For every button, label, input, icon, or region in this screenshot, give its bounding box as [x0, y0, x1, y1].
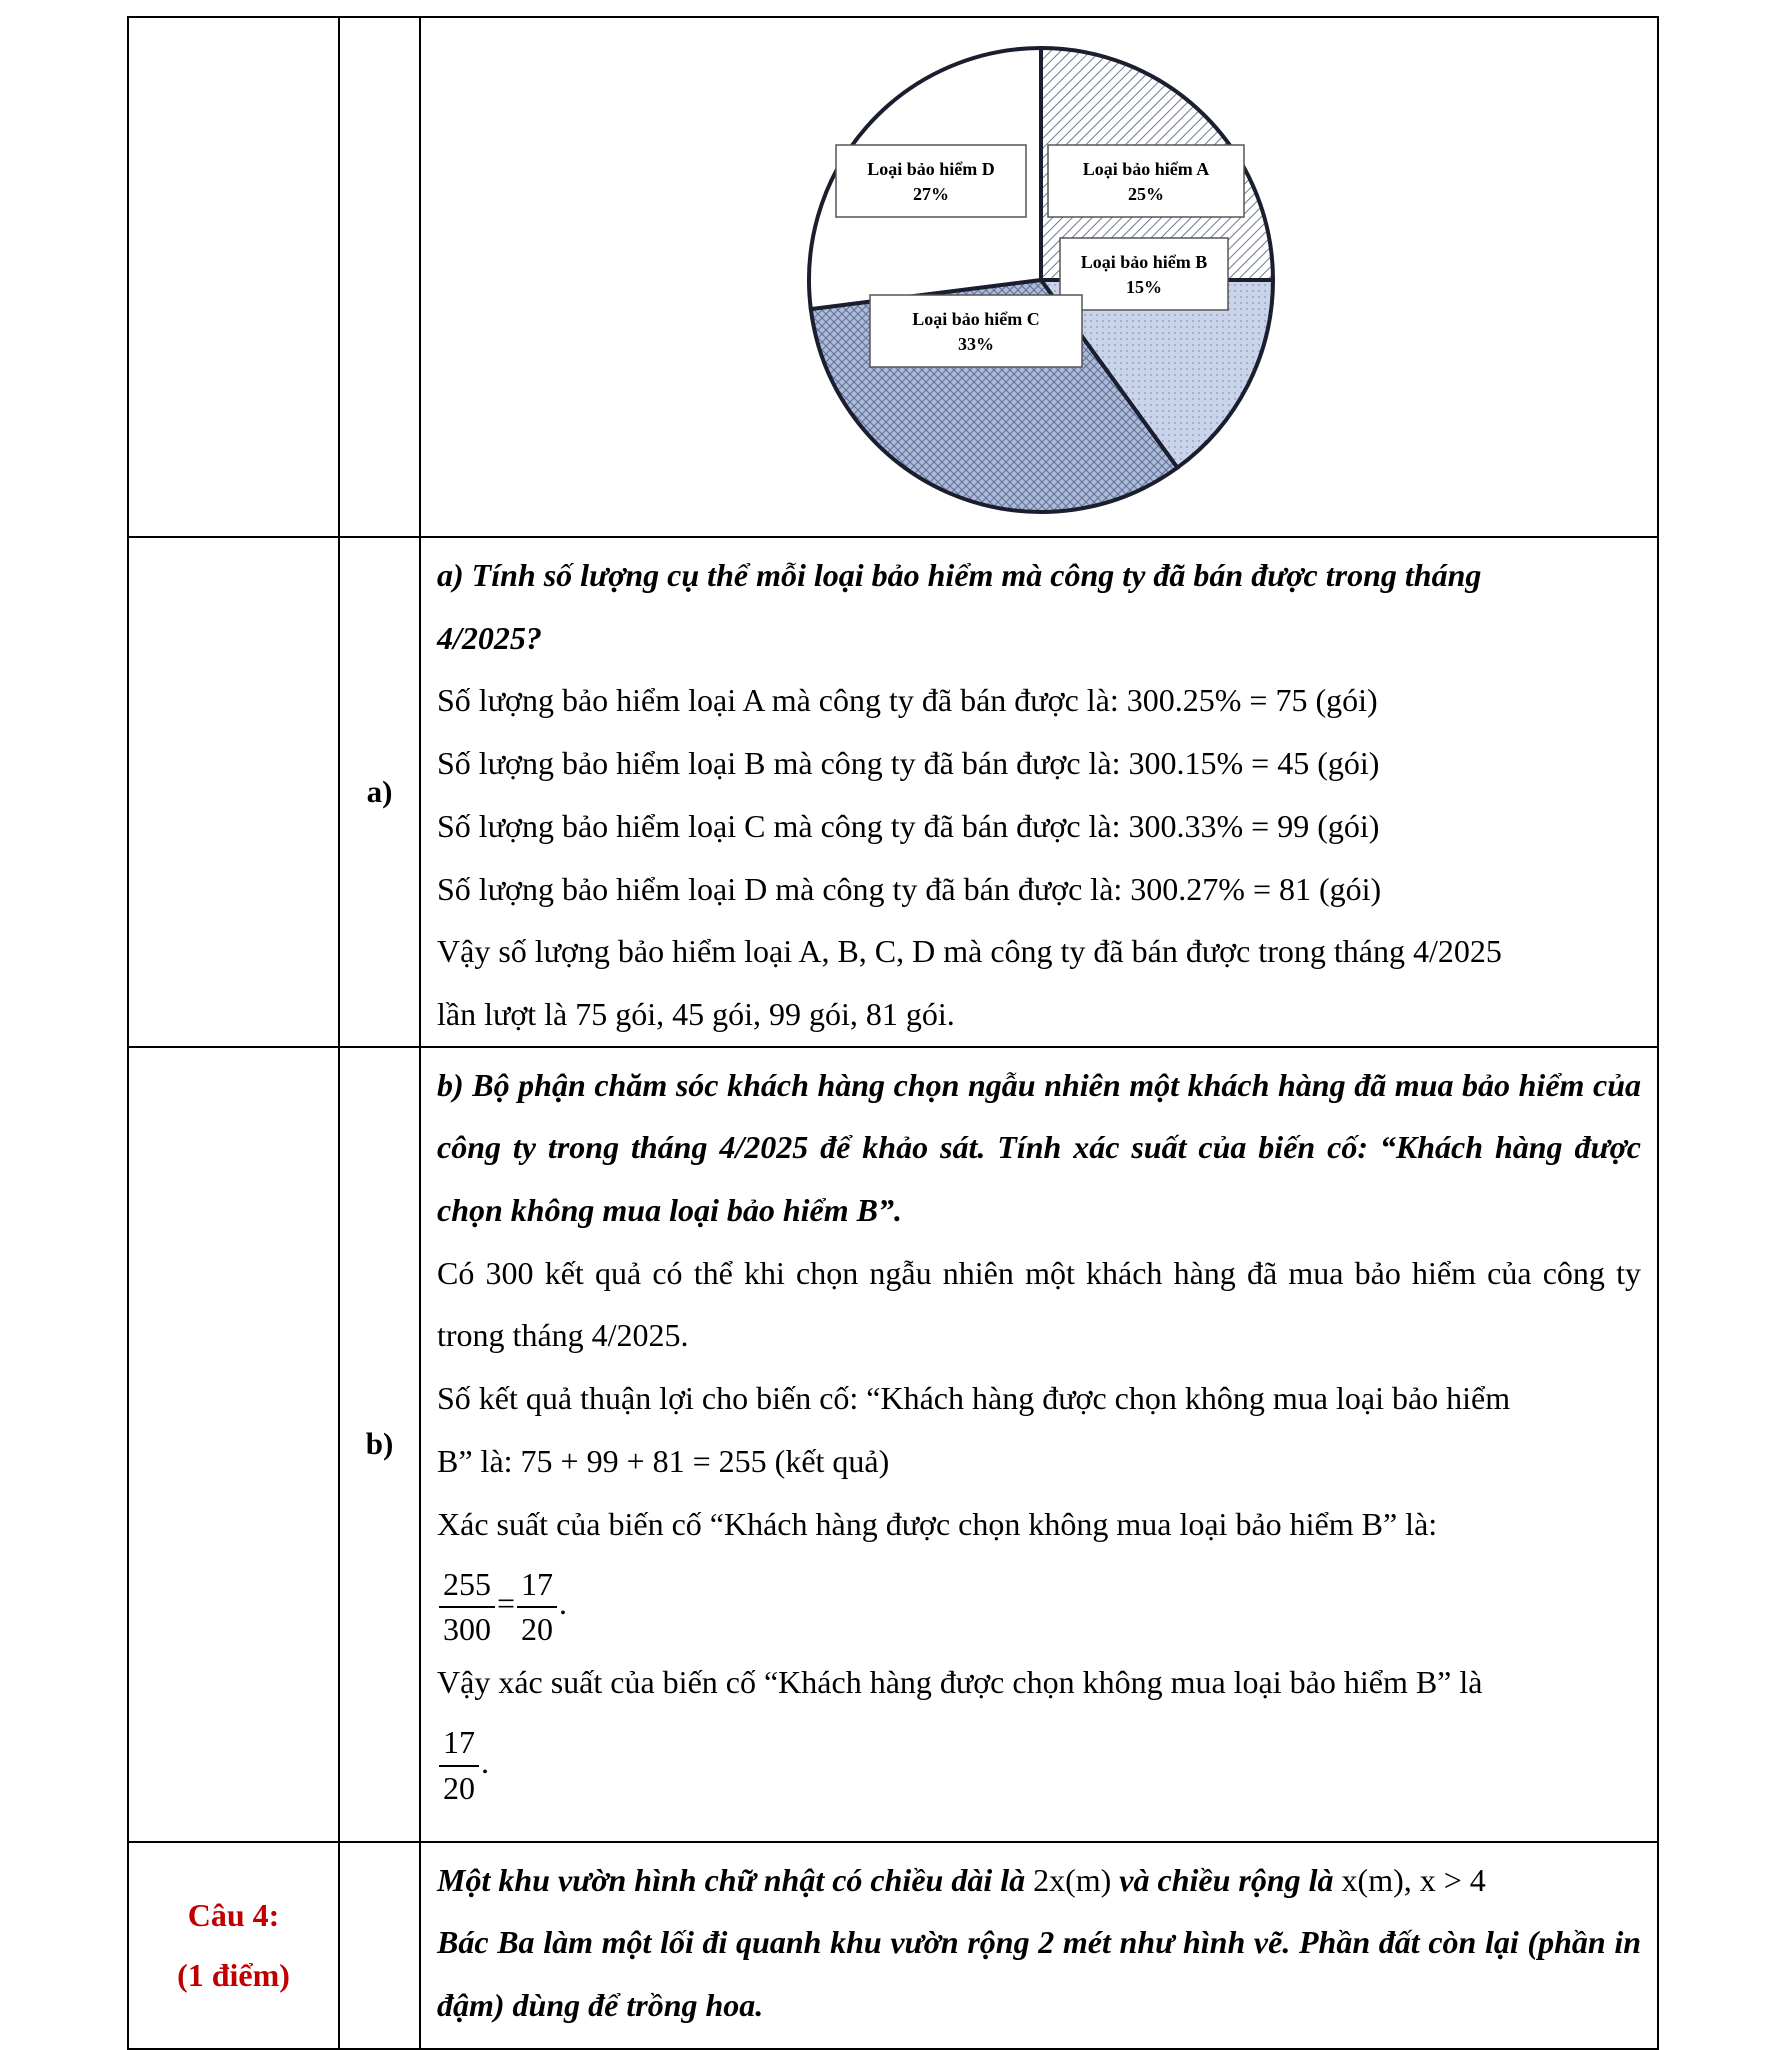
- equals-sign: =: [497, 1585, 516, 1622]
- pie-label-c: [870, 295, 1082, 367]
- part-b-content: [420, 1047, 1658, 1842]
- part-b-favorable: [437, 1367, 1641, 1492]
- empty-cell: [339, 1842, 420, 2049]
- denominator: 20: [521, 1610, 554, 1647]
- label-box: [1048, 145, 1244, 217]
- line-math: 300.27% = 81: [1130, 870, 1311, 907]
- q4-math-width: x(m), x > 4: [1341, 1861, 1486, 1898]
- line-text: Số lượng bảo hiểm loại D mà công ty đã bán được là:: [437, 870, 1131, 907]
- slice-value-text: 27%: [913, 184, 949, 204]
- slice-label-text: Loại bảo hiểm C: [912, 309, 1040, 329]
- numerator: 17: [439, 1725, 479, 1766]
- period: .: [559, 1585, 568, 1622]
- label-box: [1060, 238, 1228, 310]
- pie-chart: [806, 18, 1286, 533]
- fraction-17-20-final: [439, 1725, 479, 1805]
- line-math: 300.33% = 99: [1128, 807, 1310, 844]
- question-4-title: Câu 4:: [187, 1897, 280, 1934]
- pie-label-d: [836, 145, 1026, 217]
- line-text: Số lượng bảo hiểm loại B mà công ty đã bán được là:: [437, 745, 1129, 782]
- line-unit: (gói): [1310, 870, 1382, 907]
- favorable-unit: (kết quả): [766, 1442, 890, 1479]
- question-4-points: (1 điểm): [177, 1957, 290, 1994]
- empty-cell: [128, 17, 339, 537]
- favorable-line1: Số kết quả thuận lợi cho biến cố: “Khách hàng được chọn không mua loại bảo hiểm: [437, 1380, 1511, 1417]
- part-a-line-d: [437, 858, 1641, 921]
- slice-label-text: Loại bảo hiểm A: [1082, 159, 1210, 179]
- line-text: Số lượng bảo hiểm loại A mà công ty đã bán được là:: [437, 682, 1127, 719]
- slice-value-text: 25%: [1128, 184, 1164, 204]
- fraction-255-300: [439, 1567, 495, 1647]
- line-unit: (gói): [1309, 745, 1380, 782]
- part-a-question-line2: 4/2025?: [437, 619, 542, 656]
- empty-cell: [128, 1047, 339, 1842]
- favorable-math: 75 + 99 + 81 = 255: [520, 1442, 767, 1479]
- part-a-label: a): [339, 537, 420, 1047]
- part-b-final-formula: [437, 1714, 1641, 1810]
- numerator: 255: [439, 1567, 495, 1608]
- question-4-line1: [437, 1849, 1641, 1912]
- q4-text: Một khu vườn hình chữ nhật có chiều dài là: [437, 1861, 1034, 1898]
- part-a-line-b: [437, 732, 1641, 795]
- part-a-content: [420, 537, 1658, 1047]
- pie-label-a: [1048, 145, 1244, 217]
- question-4-header: [128, 1842, 339, 2049]
- part-b-probability-text: Xác suất của biến cố “Khách hàng được chọn không mua loại bảo hiểm B” là:: [437, 1505, 1438, 1542]
- denominator: 20: [443, 1769, 475, 1806]
- slice-value-text: 33%: [958, 334, 994, 354]
- period: .: [481, 1743, 489, 1780]
- pie-label-b: [1060, 238, 1228, 310]
- conclusion-line1: Vậy số lượng bảo hiểm loại A, B, C, D mà công ty đã bán được trong tháng 4/2025: [437, 933, 1502, 970]
- slice-value-text: 15%: [1126, 277, 1162, 297]
- part-a-conclusion: [437, 920, 1641, 1045]
- line-text: Số lượng bảo hiểm loại C mà công ty đã bán được là:: [437, 807, 1129, 844]
- empty-cell: [128, 537, 339, 1047]
- slice-label-text: Loại bảo hiểm B: [1080, 252, 1208, 272]
- part-a-question-line1: a) Tính số lượng cụ thể mỗi loại bảo hiểm mà công ty đã bán được trong tháng: [437, 557, 1482, 593]
- line-unit: (gói): [1307, 682, 1378, 719]
- question-4-content: [420, 1842, 1658, 2049]
- line-math: 300.25% = 75: [1126, 682, 1308, 719]
- part-b-outcomes: Có 300 kết quả có thể khi chọn ngẫu nhiên một khách hàng đã mua bảo hiểm của công ty trong tháng 4/2025.: [437, 1254, 1641, 1354]
- part-a-question: [437, 544, 1641, 669]
- part-b-final-text: Vậy xác suất của biến cố “Khách hàng được chọn không mua loại bảo hiểm B” là: [437, 1664, 1483, 1701]
- label-box: [870, 295, 1082, 367]
- favorable-prefix: B” là:: [437, 1442, 521, 1479]
- part-a-line-c: [437, 795, 1641, 858]
- part-a-line-a: [437, 669, 1641, 732]
- part-b-probability-formula: [437, 1555, 1641, 1651]
- fraction-17-20: [517, 1567, 557, 1647]
- question-4-line2: Bác Ba làm một lối đi quanh khu vườn rộng 2 mét như hình vẽ. Phần đất còn lại (phần in đậm) dùng để trồng hoa.: [437, 1924, 1641, 2024]
- part-b-question: b) Bộ phận chăm sóc khách hàng chọn ngẫu nhiên một khách hàng đã mua bảo hiểm của công ty trong tháng 4/2025 để khảo sát. Tính xác suất của biến cố: “Khách hàng được chọn không mua loại bảo hiểm B”.: [437, 1066, 1641, 1229]
- part-b-label: b): [339, 1047, 420, 1842]
- empty-cell: [339, 17, 420, 537]
- slice-label-text: Loại bảo hiểm D: [867, 159, 995, 179]
- pie-chart-cell: [420, 17, 1658, 537]
- label-box: [836, 145, 1026, 217]
- denominator: 300: [443, 1610, 491, 1647]
- answer-table: [127, 16, 1659, 2050]
- conclusion-line2: lần lượt là 75 gói, 45 gói, 99 gói, 81 gói.: [437, 995, 955, 1032]
- line-math: 300.15% = 45: [1128, 745, 1310, 782]
- q4-math-length: 2x(m): [1033, 1861, 1112, 1898]
- q4-text-mid: và chiều rộng là: [1111, 1861, 1342, 1898]
- line-unit: (gói): [1309, 807, 1380, 844]
- numerator: 17: [517, 1567, 557, 1608]
